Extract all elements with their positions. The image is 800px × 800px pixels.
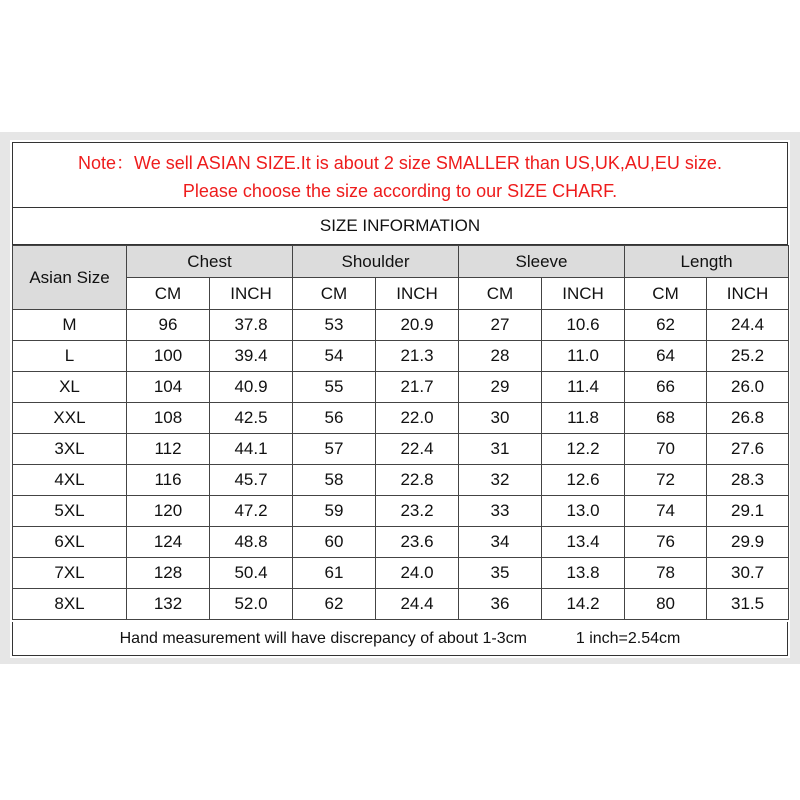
measurement-cell: 23.6 bbox=[376, 527, 459, 558]
measurement-cell: 104 bbox=[127, 372, 210, 403]
measurement-cell: 112 bbox=[127, 434, 210, 465]
measurement-cell: 27.6 bbox=[707, 434, 789, 465]
measurement-cell: 124 bbox=[127, 527, 210, 558]
group-header-sleeve: Sleeve bbox=[459, 246, 625, 278]
measurement-cell: 55 bbox=[293, 372, 376, 403]
measurement-cell: 22.8 bbox=[376, 465, 459, 496]
measurement-cell: 12.2 bbox=[542, 434, 625, 465]
measurement-cell: 60 bbox=[293, 527, 376, 558]
size-label: 6XL bbox=[13, 527, 127, 558]
measurement-cell: 39.4 bbox=[210, 341, 293, 372]
measurement-cell: 78 bbox=[625, 558, 707, 589]
measurement-cell: 11.4 bbox=[542, 372, 625, 403]
measurement-cell: 25.2 bbox=[707, 341, 789, 372]
size-label: 8XL bbox=[13, 589, 127, 620]
measurement-cell: 62 bbox=[293, 589, 376, 620]
measurement-cell: 42.5 bbox=[210, 403, 293, 434]
measurement-cell: 108 bbox=[127, 403, 210, 434]
measurement-cell: 47.2 bbox=[210, 496, 293, 527]
size-column-header: Asian Size bbox=[13, 246, 127, 310]
unit-header: INCH bbox=[707, 278, 789, 310]
measurement-cell: 64 bbox=[625, 341, 707, 372]
group-header-chest: Chest bbox=[127, 246, 293, 278]
size-table bbox=[12, 245, 789, 620]
measurement-cell: 32 bbox=[459, 465, 542, 496]
note-line-1: Note：We sell ASIAN SIZE.It is about 2 size SMALLER than US,UK,AU,EU size. bbox=[78, 153, 722, 173]
measurement-cell: 21.7 bbox=[376, 372, 459, 403]
measurement-cell: 20.9 bbox=[376, 310, 459, 341]
measurement-cell: 80 bbox=[625, 589, 707, 620]
unit-header: CM bbox=[293, 278, 376, 310]
measurement-cell: 48.8 bbox=[210, 527, 293, 558]
inch-conversion-note: 1 inch=2.54cm bbox=[575, 630, 681, 647]
measurement-cell: 74 bbox=[625, 496, 707, 527]
measurement-cell: 57 bbox=[293, 434, 376, 465]
discrepancy-note: Hand measurement will have discrepancy of about 1-3cm bbox=[119, 630, 527, 647]
measurement-cell: 30 bbox=[459, 403, 542, 434]
measurement-cell: 35 bbox=[459, 558, 542, 589]
unit-header: CM bbox=[459, 278, 542, 310]
measurement-cell: 23.2 bbox=[376, 496, 459, 527]
size-row bbox=[13, 527, 789, 558]
measurement-cell: 13.4 bbox=[542, 527, 625, 558]
measurement-cell: 128 bbox=[127, 558, 210, 589]
size-label: 4XL bbox=[13, 465, 127, 496]
measurement-cell: 26.0 bbox=[707, 372, 789, 403]
measurement-cell: 31 bbox=[459, 434, 542, 465]
measurement-cell: 116 bbox=[127, 465, 210, 496]
size-label: 7XL bbox=[13, 558, 127, 589]
size-row bbox=[13, 465, 789, 496]
measurement-cell: 24.0 bbox=[376, 558, 459, 589]
size-row bbox=[13, 496, 789, 527]
measurement-cell: 96 bbox=[127, 310, 210, 341]
measurement-cell: 33 bbox=[459, 496, 542, 527]
size-row bbox=[13, 403, 789, 434]
measurement-cell: 68 bbox=[625, 403, 707, 434]
measurement-cell: 120 bbox=[127, 496, 210, 527]
measurement-cell: 62 bbox=[625, 310, 707, 341]
measurement-cell: 54 bbox=[293, 341, 376, 372]
measurement-cell: 22.0 bbox=[376, 403, 459, 434]
unit-header-row bbox=[13, 278, 789, 310]
measurement-cell: 29 bbox=[459, 372, 542, 403]
size-row bbox=[13, 558, 789, 589]
measurement-cell: 45.7 bbox=[210, 465, 293, 496]
unit-header: CM bbox=[127, 278, 210, 310]
measurement-cell: 72 bbox=[625, 465, 707, 496]
size-label: 5XL bbox=[13, 496, 127, 527]
measurement-cell: 11.0 bbox=[542, 341, 625, 372]
unit-header: INCH bbox=[542, 278, 625, 310]
size-label: XXL bbox=[13, 403, 127, 434]
measurement-cell: 53 bbox=[293, 310, 376, 341]
measurement-cell: 29.9 bbox=[707, 527, 789, 558]
measurement-cell: 28 bbox=[459, 341, 542, 372]
measurement-cell: 27 bbox=[459, 310, 542, 341]
measurement-cell: 59 bbox=[293, 496, 376, 527]
measurement-cell: 100 bbox=[127, 341, 210, 372]
measurement-cell: 11.8 bbox=[542, 403, 625, 434]
group-header-length: Length bbox=[625, 246, 789, 278]
measurement-cell: 24.4 bbox=[707, 310, 789, 341]
size-label: XL bbox=[13, 372, 127, 403]
size-table-body bbox=[13, 310, 789, 620]
size-row bbox=[13, 589, 789, 620]
measurement-cell: 50.4 bbox=[210, 558, 293, 589]
measurement-cell: 21.3 bbox=[376, 341, 459, 372]
size-note bbox=[12, 142, 788, 208]
measurement-cell: 31.5 bbox=[707, 589, 789, 620]
measurement-cell: 13.0 bbox=[542, 496, 625, 527]
measurement-cell: 34 bbox=[459, 527, 542, 558]
measurement-cell: 52.0 bbox=[210, 589, 293, 620]
measurement-cell: 40.9 bbox=[210, 372, 293, 403]
measurement-cell: 56 bbox=[293, 403, 376, 434]
measurement-cell: 26.8 bbox=[707, 403, 789, 434]
measurement-cell: 70 bbox=[625, 434, 707, 465]
measurement-cell: 30.7 bbox=[707, 558, 789, 589]
note-line-2: Please choose the size according to our SIZE CHARF. bbox=[182, 181, 618, 201]
unit-header: INCH bbox=[210, 278, 293, 310]
measurement-cell: 37.8 bbox=[210, 310, 293, 341]
measurement-cell: 76 bbox=[625, 527, 707, 558]
measurement-cell: 61 bbox=[293, 558, 376, 589]
measurement-cell: 29.1 bbox=[707, 496, 789, 527]
measurement-cell: 12.6 bbox=[542, 465, 625, 496]
measurement-cell: 14.2 bbox=[542, 589, 625, 620]
size-label: M bbox=[13, 310, 127, 341]
group-header-row bbox=[13, 246, 789, 278]
size-label: 3XL bbox=[13, 434, 127, 465]
measurement-cell: 24.4 bbox=[376, 589, 459, 620]
size-row bbox=[13, 372, 789, 403]
measurement-cell: 22.4 bbox=[376, 434, 459, 465]
size-row bbox=[13, 434, 789, 465]
measurement-cell: 10.6 bbox=[542, 310, 625, 341]
measurement-footer bbox=[12, 622, 788, 656]
measurement-cell: 28.3 bbox=[707, 465, 789, 496]
measurement-cell: 58 bbox=[293, 465, 376, 496]
unit-header: INCH bbox=[376, 278, 459, 310]
unit-header: CM bbox=[625, 278, 707, 310]
measurement-cell: 132 bbox=[127, 589, 210, 620]
measurement-cell: 36 bbox=[459, 589, 542, 620]
size-row bbox=[13, 310, 789, 341]
size-label: L bbox=[13, 341, 127, 372]
group-header-shoulder: Shoulder bbox=[293, 246, 459, 278]
measurement-cell: 44.1 bbox=[210, 434, 293, 465]
table-title: SIZE INFORMATION bbox=[12, 208, 788, 245]
measurement-cell: 66 bbox=[625, 372, 707, 403]
size-row bbox=[13, 341, 789, 372]
measurement-cell: 13.8 bbox=[542, 558, 625, 589]
